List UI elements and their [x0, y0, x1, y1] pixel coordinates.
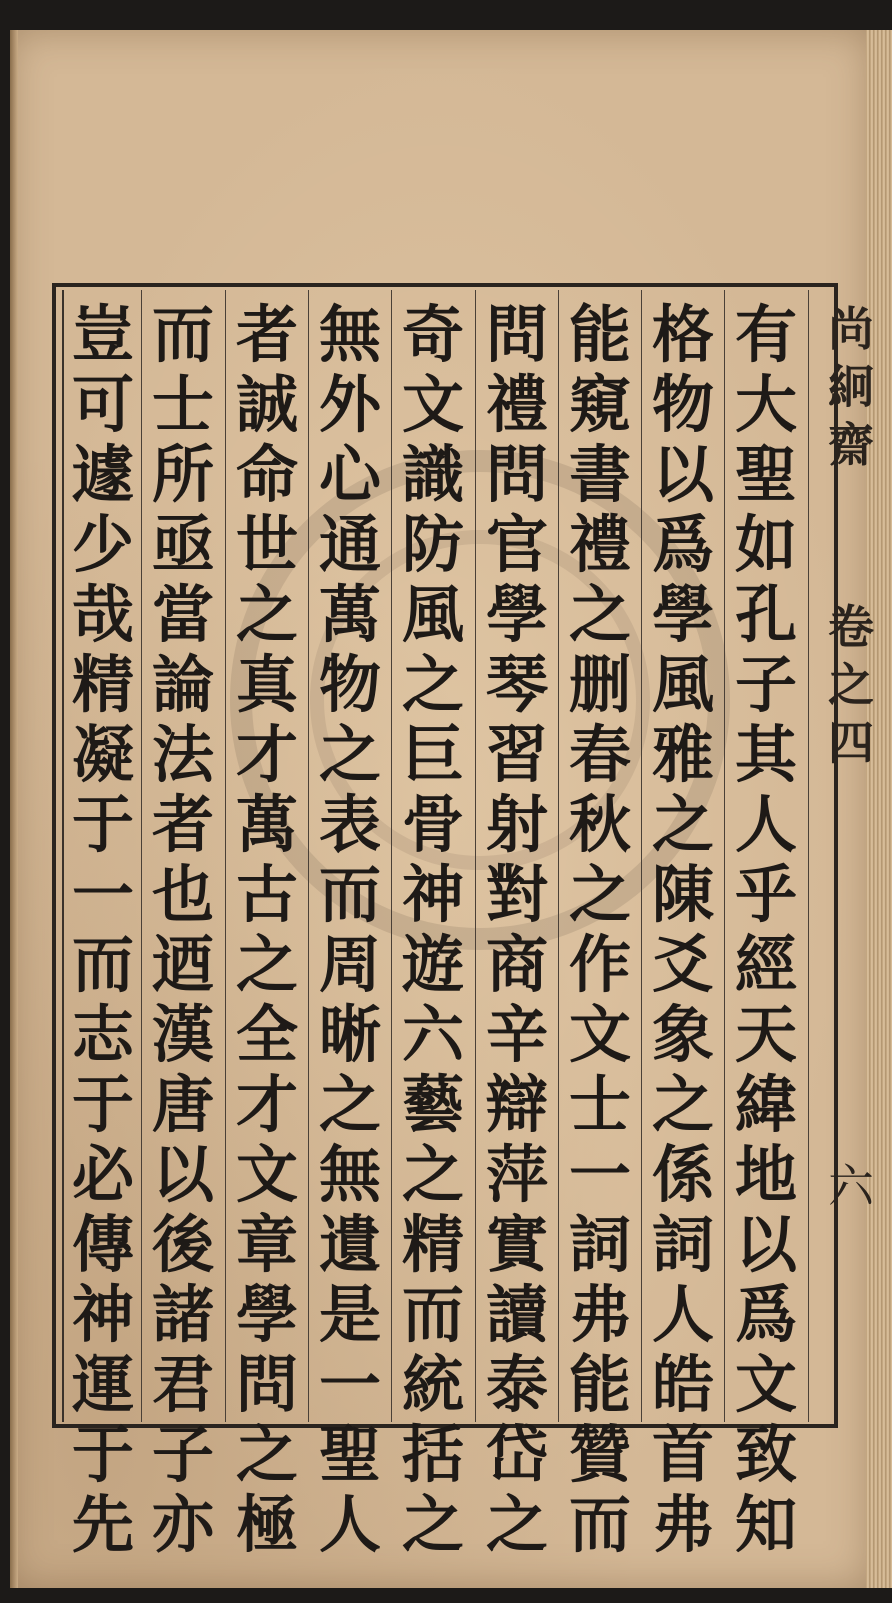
- text-char: 天: [734, 998, 797, 1071]
- text-char: 人: [318, 1488, 381, 1561]
- text-char: 贊: [568, 1418, 631, 1491]
- text-char: 岱: [485, 1418, 548, 1491]
- text-char: 表: [318, 788, 381, 861]
- text-char: 可: [71, 368, 134, 441]
- text-char: 學: [651, 578, 714, 651]
- text-char: 者: [235, 298, 298, 371]
- text-char: 致: [734, 1418, 797, 1491]
- text-char: 問: [235, 1348, 298, 1421]
- text-char: 風: [651, 648, 714, 721]
- text-char: 有: [734, 298, 797, 371]
- text-char: 而: [318, 858, 381, 931]
- text-char: 極: [235, 1488, 298, 1561]
- text-column: [395, 298, 471, 1561]
- text-char: 奇: [401, 298, 464, 371]
- text-char: 首: [651, 1418, 714, 1491]
- text-char: 知: [734, 1488, 797, 1561]
- text-char: 萬: [235, 788, 298, 861]
- page-edges: [866, 30, 892, 1588]
- text-char: 如: [734, 508, 797, 581]
- text-char: 能: [568, 298, 631, 371]
- text-char: 禮: [568, 508, 631, 581]
- text-char: 子: [734, 648, 797, 721]
- text-column: [728, 298, 804, 1561]
- text-char: 心: [318, 438, 381, 511]
- text-char: 外: [318, 368, 381, 441]
- text-char: 春: [568, 718, 631, 791]
- text-char: 全: [235, 998, 298, 1071]
- margin-page-number: 六: [828, 1159, 874, 1213]
- text-char: 也: [151, 858, 214, 931]
- text-char: 之: [318, 718, 381, 791]
- text-char: 才: [235, 1068, 298, 1141]
- text-char: 經: [734, 928, 797, 1001]
- text-char: 係: [651, 1138, 714, 1211]
- text-char: 能: [568, 1348, 631, 1421]
- text-char: 哉: [71, 578, 134, 651]
- page-gutter: [10, 30, 18, 1588]
- text-char: 弗: [651, 1488, 714, 1561]
- text-char: 皓: [651, 1348, 714, 1421]
- text-char: 精: [71, 648, 134, 721]
- text-char: 先: [71, 1488, 134, 1561]
- text-char: 士: [151, 368, 214, 441]
- text-char: 射: [485, 788, 548, 861]
- margin-char: 四: [828, 716, 874, 770]
- text-char: 人: [734, 788, 797, 861]
- text-char: 之: [318, 1068, 381, 1141]
- text-column: [312, 298, 388, 1561]
- text-char: 遊: [401, 928, 464, 1001]
- text-char: 而: [71, 928, 134, 1001]
- text-char: 之: [568, 578, 631, 651]
- text-char: 乎: [734, 858, 797, 931]
- text-char: 雅: [651, 718, 714, 791]
- text-char: 所: [151, 438, 214, 511]
- text-char: 大: [734, 368, 797, 441]
- text-char: 爲: [734, 1278, 797, 1351]
- text-char: 一: [568, 1138, 631, 1211]
- text-char: 緯: [734, 1068, 797, 1141]
- column-rule: [641, 290, 642, 1422]
- text-char: 之: [651, 788, 714, 861]
- text-column: [229, 298, 305, 1561]
- text-char: 巨: [401, 718, 464, 791]
- text-char: 以: [151, 1138, 214, 1211]
- text-char: 豈: [71, 298, 134, 371]
- column-rule: [558, 290, 559, 1422]
- margin-char: 之: [828, 658, 874, 712]
- text-char: 士: [568, 1068, 631, 1141]
- text-char: 禮: [485, 368, 548, 441]
- text-char: 孔: [734, 578, 797, 651]
- text-char: 世: [235, 508, 298, 581]
- text-char: 删: [568, 648, 631, 721]
- text-char: 學: [235, 1278, 298, 1351]
- text-char: 亟: [151, 508, 214, 581]
- text-char: 而: [568, 1488, 631, 1561]
- text-char: 文: [568, 998, 631, 1071]
- text-char: 官: [485, 508, 548, 581]
- text-char: 神: [401, 858, 464, 931]
- text-char: 弗: [568, 1278, 631, 1351]
- margin-char: 齋: [828, 418, 874, 472]
- text-char: 問: [485, 298, 548, 371]
- margin-char: 卷: [828, 600, 874, 654]
- text-char: 辛: [485, 998, 548, 1071]
- margin-title: [826, 300, 876, 474]
- text-column: [645, 298, 721, 1561]
- text-char: 是: [318, 1278, 381, 1351]
- text-char: 遺: [318, 1208, 381, 1281]
- text-char: 傳: [71, 1208, 134, 1281]
- text-char: 而: [401, 1278, 464, 1351]
- text-char: 神: [71, 1278, 134, 1351]
- text-char: 法: [151, 718, 214, 791]
- text-char: 陳: [651, 858, 714, 931]
- text-char: 問: [485, 438, 548, 511]
- text-char: 詞: [651, 1208, 714, 1281]
- text-char: 之: [651, 1068, 714, 1141]
- text-char: 泰: [485, 1348, 548, 1421]
- text-char: 一: [71, 858, 134, 931]
- text-char: 格: [651, 298, 714, 371]
- text-char: 必: [71, 1138, 134, 1211]
- text-char: 無: [318, 298, 381, 371]
- text-char: 爲: [651, 508, 714, 581]
- text-char: 亦: [151, 1488, 214, 1561]
- text-char: 而: [151, 298, 214, 371]
- text-char: 骨: [401, 788, 464, 861]
- text-char: 防: [401, 508, 464, 581]
- column-rule: [808, 290, 809, 1422]
- text-char: 秋: [568, 788, 631, 861]
- text-char: 之: [235, 1418, 298, 1491]
- text-char: 晰: [318, 998, 381, 1071]
- text-char: 文: [734, 1348, 797, 1421]
- text-char: 書: [568, 438, 631, 511]
- text-char: 象: [651, 998, 714, 1071]
- text-char: 藝: [401, 1068, 464, 1141]
- text-char: 通: [318, 508, 381, 581]
- text-char: 詞: [568, 1208, 631, 1281]
- text-char: 之: [485, 1488, 548, 1561]
- text-char: 運: [71, 1348, 134, 1421]
- text-char: 辯: [485, 1068, 548, 1141]
- text-char: 漢: [151, 998, 214, 1071]
- text-char: 物: [651, 368, 714, 441]
- column-rule: [391, 290, 392, 1422]
- text-char: 文: [235, 1138, 298, 1211]
- text-char: 真: [235, 648, 298, 721]
- text-char: 括: [401, 1418, 464, 1491]
- text-char: 風: [401, 578, 464, 651]
- text-char: 于: [71, 788, 134, 861]
- column-rule: [225, 290, 226, 1422]
- margin-char: 尚: [828, 302, 874, 356]
- text-char: 命: [235, 438, 298, 511]
- text-char: 後: [151, 1208, 214, 1281]
- margin-volume: [826, 598, 876, 772]
- column-rule: [141, 290, 142, 1422]
- text-char: 唐: [151, 1068, 214, 1141]
- margin-char: 絅: [828, 360, 874, 414]
- text-char: 萬: [318, 578, 381, 651]
- text-char: 凝: [71, 718, 134, 791]
- text-column: [479, 298, 555, 1561]
- text-char: 習: [485, 718, 548, 791]
- text-char: 君: [151, 1348, 214, 1421]
- text-char: 才: [235, 718, 298, 791]
- text-char: 遽: [71, 438, 134, 511]
- text-char: 少: [71, 508, 134, 581]
- text-column: [562, 298, 638, 1561]
- text-char: 萍: [485, 1138, 548, 1211]
- text-char: 者: [151, 788, 214, 861]
- text-char: 誠: [235, 368, 298, 441]
- text-char: 于: [71, 1418, 134, 1491]
- text-char: 商: [485, 928, 548, 1001]
- text-char: 對: [485, 858, 548, 931]
- text-char: 讀: [485, 1278, 548, 1351]
- text-char: 迺: [151, 928, 214, 1001]
- text-char: 地: [734, 1138, 797, 1211]
- text-char: 爻: [651, 928, 714, 1001]
- text-char: 之: [235, 578, 298, 651]
- text-char: 學: [485, 578, 548, 651]
- text-char: 一: [318, 1348, 381, 1421]
- text-char: 之: [401, 648, 464, 721]
- text-char: 統: [401, 1348, 464, 1421]
- text-char: 人: [651, 1278, 714, 1351]
- text-char: 諸: [151, 1278, 214, 1351]
- text-char: 精: [401, 1208, 464, 1281]
- text-char: 之: [568, 858, 631, 931]
- text-char: 無: [318, 1138, 381, 1211]
- text-column: [65, 298, 141, 1561]
- text-char: 之: [401, 1488, 464, 1561]
- column-rule: [724, 290, 725, 1422]
- text-char: 志: [71, 998, 134, 1071]
- text-char: 之: [235, 928, 298, 1001]
- text-char: 六: [401, 998, 464, 1071]
- text-char: 論: [151, 648, 214, 721]
- text-char: 當: [151, 578, 214, 651]
- text-char: 識: [401, 438, 464, 511]
- text-char: 章: [235, 1208, 298, 1281]
- text-char: 聖: [734, 438, 797, 511]
- text-char: 周: [318, 928, 381, 1001]
- text-char: 琴: [485, 648, 548, 721]
- text-char: 于: [71, 1068, 134, 1141]
- column-rule: [308, 290, 309, 1422]
- text-char: 之: [401, 1138, 464, 1211]
- text-char: 子: [151, 1418, 214, 1491]
- text-char: 其: [734, 718, 797, 791]
- text-char: 實: [485, 1208, 548, 1281]
- text-char: 古: [235, 858, 298, 931]
- text-char: 窺: [568, 368, 631, 441]
- text-char: 文: [401, 368, 464, 441]
- text-char: 聖: [318, 1418, 381, 1491]
- text-char: 作: [568, 928, 631, 1001]
- text-column: [145, 298, 221, 1561]
- text-char: 以: [734, 1208, 797, 1281]
- column-rule: [475, 290, 476, 1422]
- text-char: 物: [318, 648, 381, 721]
- text-char: 以: [651, 438, 714, 511]
